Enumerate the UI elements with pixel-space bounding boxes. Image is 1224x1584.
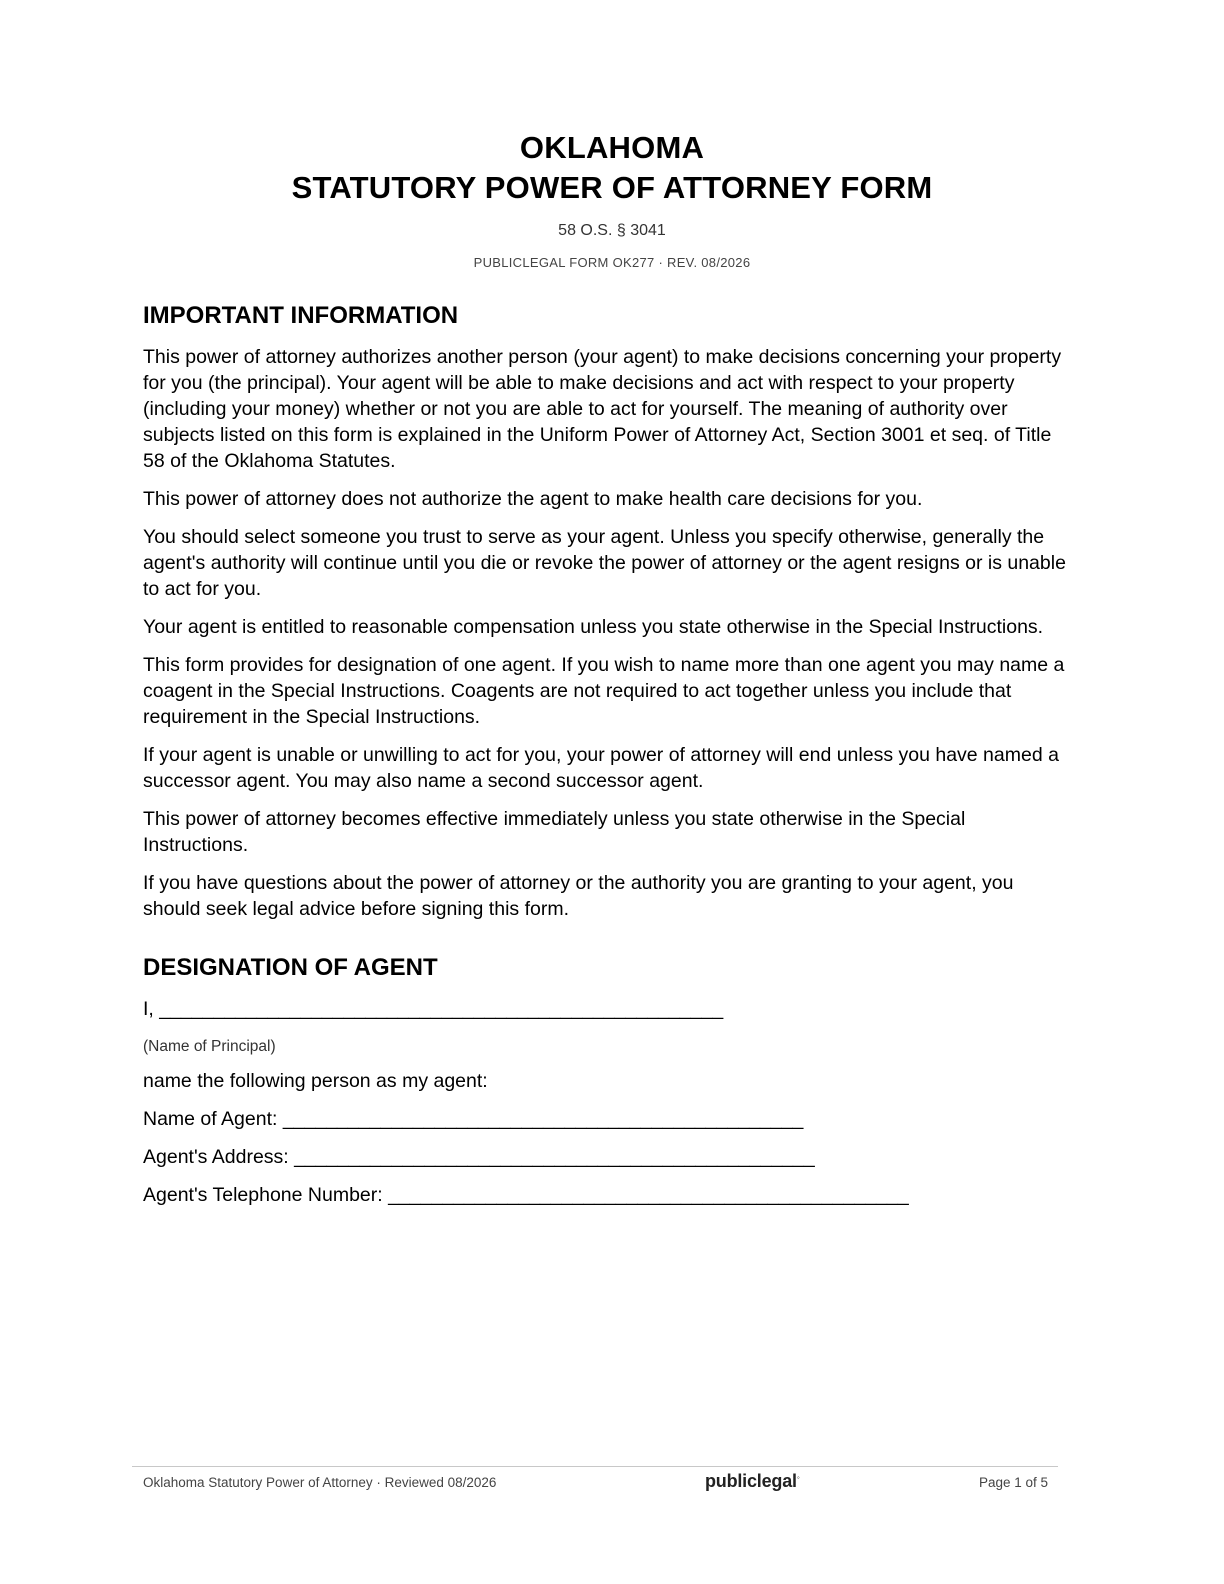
designation-of-agent-heading: DESIGNATION OF AGENT	[143, 954, 438, 981]
main-content	[143, 300, 1073, 1220]
agent-address-field[interactable]: Agent's Address: ________________________________________________	[143, 1146, 815, 1168]
agent-telephone-field[interactable]: Agent's Telephone Number: ________________________________________________	[143, 1184, 909, 1206]
designation-intro: name the following person as my agent:	[143, 1070, 488, 1092]
statute-citation: 58 O.S. § 3041	[558, 222, 666, 239]
info-paragraph: You should select someone you trust to serve as your agent. Unless you specify otherwise, generally the agent's authority will continue until you die or revoke the power of attorney or the agent resigns or is unable to act for you.	[143, 526, 1066, 600]
agent-name-field[interactable]: Name of Agent: ________________________________________________	[143, 1108, 804, 1130]
info-paragraph: This power of attorney authorizes another person (your agent) to make decisions concerning your property for you (the principal). Your agent will be able to make decisions and act with respect to your property (including your money) whether or not you are able to act for yourself. The meaning of authority over subjects listed on this form is explained in the Uniform Power of Attorney Act, Section 3001 et seq. of Title 58 of the Oklahoma Statutes.	[143, 346, 1062, 472]
document-title-state: OKLAHOMA	[519, 130, 705, 165]
info-paragraph: If your agent is unable or unwilling to act for you, your power of attorney will end unless you have named a successor agent. You may also name a second successor agent.	[143, 744, 1059, 792]
principal-name-caption: (Name of Principal)	[143, 1038, 276, 1055]
page-number: Page 1 of 5	[978, 1475, 1048, 1490]
info-paragraph: This power of attorney becomes effective immediately unless you state otherwise in the Special Instructions.	[143, 808, 966, 856]
form-identifier: PUBLICLEGAL FORM OK277 · REV. 08/2026	[473, 255, 751, 270]
footer-document-label: Oklahoma Statutory Power of Attorney · Reviewed 08/2026	[143, 1475, 497, 1490]
info-paragraph: This power of attorney does not authorize the agent to make health care decisions for you.	[143, 488, 923, 510]
important-information-heading: IMPORTANT INFORMATION	[143, 302, 459, 329]
info-paragraph: This form provides for designation of one agent. If you wish to name more than one agent you may name a coagent in the Special Instructions. Coagents are not required to act together unless you include that requirement in the Special Instructions.	[143, 654, 1065, 728]
principal-name-field[interactable]: I, ____________________________________________________	[143, 998, 724, 1020]
publiclegal-logo	[705, 1471, 799, 1492]
info-paragraph: Your agent is entitled to reasonable compensation unless you state otherwise in the Special Instructions.	[143, 616, 1044, 638]
info-paragraph: If you have questions about the power of attorney or the authority you are granting to your agent, you should seek legal advice before signing this form.	[143, 872, 1014, 920]
title-block	[0, 128, 1224, 272]
page-footer	[132, 1466, 1058, 1491]
document-title: STATUTORY POWER OF ATTORNEY FORM	[291, 170, 933, 205]
trademark-icon: ◦	[796, 1473, 800, 1482]
logo-wordmark: publiclegal	[705, 1471, 797, 1491]
